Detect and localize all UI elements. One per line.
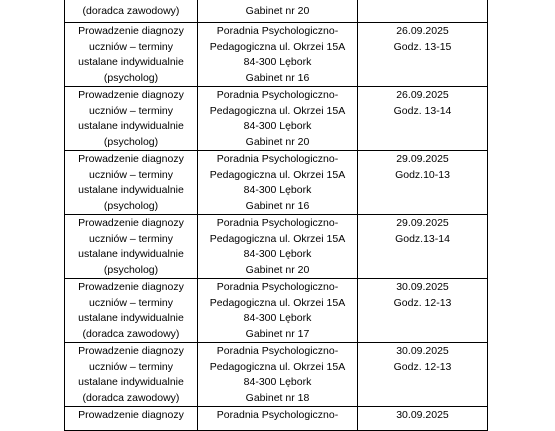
date-cell [358, 215, 488, 279]
activity-line: ustalane indywidualnie [78, 312, 184, 324]
table-row [65, 0, 488, 23]
location-line: Poradnia Psychologiczno- [216, 89, 339, 101]
location-cell [198, 0, 358, 23]
activity-line: ustalane indywidualnie [78, 248, 184, 260]
location-line: Pedagogiczna ul. Okrzei 15A [209, 104, 346, 117]
activity-line: uczniów – terminy [88, 40, 174, 53]
date-cell [358, 343, 488, 407]
time-text: Godz. 13-14 [393, 104, 452, 117]
location-line: 84-300 Lębork [243, 56, 312, 68]
activity-line [65, 0, 197, 4]
activity-cell [65, 23, 198, 87]
location-cell [198, 407, 358, 431]
activity-line: (psycholog) [103, 263, 159, 276]
time-text: Godz. 13-15 [393, 40, 452, 53]
date-cell [358, 23, 488, 87]
activity-line: Prowadzenie diagnozy [78, 25, 184, 37]
location-line: Gabinet nr 16 [245, 199, 310, 212]
location-line: Pedagogiczna ul. Okrzei 15A [209, 232, 346, 245]
location-cell [198, 215, 358, 279]
location-cell [198, 23, 358, 87]
table-row [65, 343, 488, 407]
location-line: Poradnia Psychologiczno- [216, 409, 339, 421]
location-cell [198, 279, 358, 343]
activity-line: ustalane indywidualnie [78, 120, 184, 132]
location-line: Pedagogiczna ul. Okrzei 15A [209, 360, 346, 373]
time-text: Godz. 12-13 [393, 296, 452, 309]
location-line: Gabinet nr 20 [245, 263, 310, 276]
date-text: 26.09.2025 [396, 89, 449, 101]
activity-line: Prowadzenie diagnozy [78, 153, 184, 165]
date-cell [358, 407, 488, 431]
date-cell [358, 151, 488, 215]
location-line: Poradnia Psychologiczno- [216, 153, 339, 165]
time-text: Godz.10-13 [395, 168, 450, 181]
location-line: Gabinet nr 20 [245, 4, 310, 17]
table-row [65, 215, 488, 279]
activity-cell [65, 151, 198, 215]
table-row [65, 151, 488, 215]
date-cell [358, 0, 488, 23]
date-text: 26.09.2025 [396, 25, 449, 37]
activity-line: uczniów – terminy [88, 296, 174, 309]
location-line: Poradnia Psychologiczno- [216, 281, 339, 293]
location-cell [198, 87, 358, 151]
schedule-table [64, 0, 488, 431]
activity-line: Prowadzenie diagnozy [78, 281, 184, 293]
activity-line: ustalane indywidualnie [78, 376, 184, 388]
table-row [65, 87, 488, 151]
activity-line: Prowadzenie diagnozy [78, 409, 184, 421]
location-line: 84-300 Lębork [243, 312, 312, 324]
table-row [65, 23, 488, 87]
location-line: Gabinet nr 16 [245, 71, 310, 84]
activity-line: Prowadzenie diagnozy [78, 345, 184, 357]
activity-line: ustalane indywidualnie [78, 56, 184, 68]
location-line: Pedagogiczna ul. Okrzei 15A [209, 40, 346, 53]
activity-cell [65, 215, 198, 279]
table-row [65, 407, 488, 431]
time-text: Godz.13-14 [395, 232, 450, 245]
location-line: Poradnia Psychologiczno- [216, 345, 339, 357]
location-line: 84-300 Lębork [243, 120, 312, 132]
date-text: 29.09.2025 [396, 217, 449, 229]
date-text: 30.09.2025 [396, 345, 449, 357]
location-line: 84-300 Lębork [243, 184, 312, 196]
activity-cell [65, 279, 198, 343]
activity-line: (psycholog) [103, 199, 159, 212]
table-row [65, 279, 488, 343]
activity-line: (psycholog) [103, 71, 159, 84]
activity-line: (doradca zawodowy) [82, 4, 180, 17]
location-line: Gabinet nr 20 [245, 135, 310, 148]
time-text: Godz. 12-13 [393, 360, 452, 373]
date-text: 30.09.2025 [396, 281, 449, 293]
date-text: 30.09.2025 [396, 409, 449, 421]
location-line: Poradnia Psychologiczno- [216, 217, 339, 229]
activity-line: Prowadzenie diagnozy [78, 89, 184, 101]
activity-cell [65, 87, 198, 151]
activity-line: uczniów – terminy [88, 104, 174, 117]
location-line: Gabinet nr 18 [245, 391, 310, 404]
activity-line: (doradca zawodowy) [82, 391, 180, 404]
activity-line: ustalane indywidualnie [78, 184, 184, 196]
activity-cell [65, 407, 198, 431]
location-line: Pedagogiczna ul. Okrzei 15A [209, 168, 346, 181]
activity-line: uczniów – terminy [88, 168, 174, 181]
location-line: 84-300 Lębork [243, 376, 312, 388]
date-cell [358, 279, 488, 343]
date-text: 29.09.2025 [396, 153, 449, 165]
location-cell [198, 343, 358, 407]
location-line: Poradnia Psychologiczno- [216, 25, 339, 37]
activity-line: (doradca zawodowy) [82, 327, 180, 340]
activity-cell [65, 0, 198, 23]
activity-line: Prowadzenie diagnozy [78, 217, 184, 229]
location-line: Gabinet nr 17 [245, 327, 310, 340]
location-cell [198, 151, 358, 215]
location-line: 84-300 Lębork [243, 248, 312, 260]
activity-line: uczniów – terminy [88, 232, 174, 245]
location-line: Pedagogiczna ul. Okrzei 15A [209, 296, 346, 309]
date-cell [358, 87, 488, 151]
activity-line: uczniów – terminy [88, 360, 174, 373]
schedule-table-body [65, 0, 488, 431]
activity-line: (psycholog) [103, 135, 159, 148]
activity-cell [65, 343, 198, 407]
